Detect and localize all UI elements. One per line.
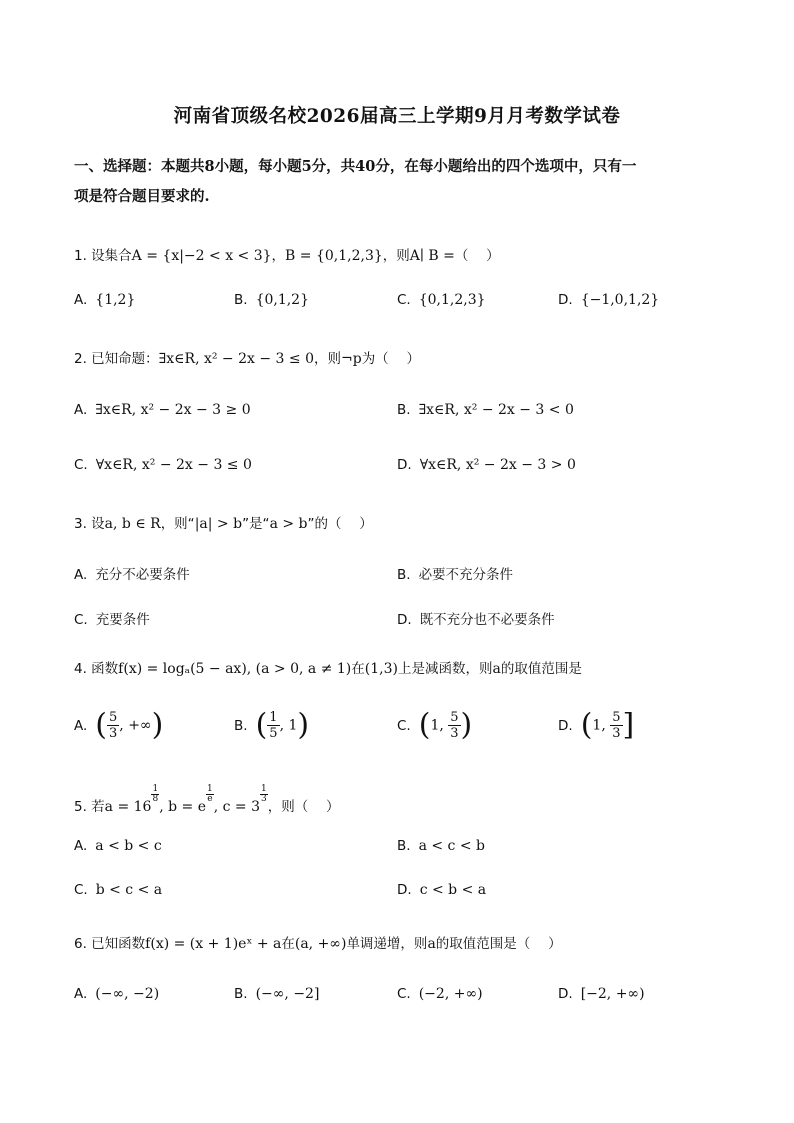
section-heading-line-2: 项是符合题目要求的. xyxy=(74,188,210,205)
q1-set-b: B = {0,1,2,3} xyxy=(285,248,383,264)
question-6-stem: 6. 已知函数f(x) = (x + 1)eˣ + a在(a, +∞)单调递增，则a的取值范围是（ ） xyxy=(74,936,562,952)
q4-option-b: B. ( $\frac{1}{5}$ , 1) xyxy=(234,707,310,743)
q2-option-c: C. ∀x∈R, x² − 2x − 3 ≤ 0 xyxy=(74,457,252,473)
q2-option-d: D. ∀x∈R, x² − 2x − 3 > 0 xyxy=(397,457,576,473)
q3-option-d: D. 既不充分也不必要条件 xyxy=(397,612,555,628)
q3-option-c: C. 充要条件 xyxy=(74,612,150,628)
fraction: $\frac{5}{3}$ xyxy=(612,710,621,741)
page-title: 河南省顶级名校2026届高三上学期9月月考数学试卷 xyxy=(173,106,621,127)
section-heading xyxy=(74,152,720,212)
q6-option-c: C. (−2, +∞) xyxy=(397,986,483,1002)
question-3-stem: 3. 设a, b ∈ R，则“|a| > b”是“a > b”的（ ） xyxy=(74,516,373,532)
q1-stem-part: ，则 xyxy=(382,248,410,264)
q1-option-b: B. {0,1,2} xyxy=(234,292,309,308)
question-4-stem: 4. 函数f(x) = logₐ(5 − ax), (a > 0, a ≠ 1)在(1,3)上是减函数，则a的取值范围是 xyxy=(74,661,582,677)
fraction: $\frac{5}{3}$ xyxy=(109,710,118,741)
q1-set-a: A = {x|−2 < x < 3} xyxy=(131,248,272,264)
q2-negation: ¬p xyxy=(340,351,362,367)
q2-option-a: A. ∃x∈R, x² − 2x − 3 ≥ 0 xyxy=(74,402,251,418)
exponent-fraction: $\frac{1}{3}$ xyxy=(261,784,267,804)
q1-stem-part: ， xyxy=(271,248,286,264)
q3-option-a: A. 充分不必要条件 xyxy=(74,567,190,583)
section-heading-line-1: 一、选择题：本题共8小题，每小题5分，共40分，在每小题给出的四个选项中，只有一 xyxy=(74,158,637,175)
q1-option-c: C. {0,1,2,3} xyxy=(397,292,486,308)
q1-option-d: D. {−1,0,1,2} xyxy=(558,292,660,308)
q3-option-b: B. 必要不充分条件 xyxy=(397,567,514,583)
q5-option-b: B. a < c < b xyxy=(397,838,485,854)
q6-option-b: B. (−∞, −2] xyxy=(234,986,320,1002)
q1-option-a: A. {1,2} xyxy=(74,292,136,308)
q1-stem-part: （ ） xyxy=(454,248,500,264)
exponent-fraction: $\frac{1}{e}$ xyxy=(206,784,213,804)
fraction: $\frac{1}{5}$ xyxy=(269,710,278,741)
q4-option-c: C. (1, $\frac{5}{3}$ ) xyxy=(397,707,473,743)
q1-intersection: A∣ B = xyxy=(409,248,455,264)
question-5-stem: 5. 若a = 16 $\frac{1}{8}$ , b = e $\frac{1}{e}$ , c = 3 $\frac{1}{3}$ ，则（ ） xyxy=(74,784,340,815)
q5-option-a: A. a < b < c xyxy=(74,838,162,854)
q6-option-d: D. [−2, +∞) xyxy=(558,986,645,1002)
q2-option-b: B. ∃x∈R, x² − 2x − 3 < 0 xyxy=(397,402,574,418)
q5-option-c: C. b < c < a xyxy=(74,882,163,898)
q5-option-d: D. c < b < a xyxy=(397,882,487,898)
question-1-stem xyxy=(74,244,500,264)
fraction: $\frac{5}{3}$ xyxy=(450,710,459,741)
q2-proposition: ∃x∈R, x² − 2x − 3 ≤ 0 xyxy=(158,351,314,367)
exponent-fraction: $\frac{1}{8}$ xyxy=(152,784,159,804)
q4-option-d: D. (1, $\frac{5}{3}$ ] xyxy=(558,707,635,743)
question-2-stem: 2. 已知命题：∃x∈R, x² − 2x − 3 ≤ 0，则¬p为（ ） xyxy=(74,351,420,367)
q4-option-a: A. ( $\frac{5}{3}$ , +∞) xyxy=(74,707,164,743)
q6-option-a: A. (−∞, −2) xyxy=(74,986,160,1002)
q1-stem-part: 1. 设集合 xyxy=(74,248,132,264)
